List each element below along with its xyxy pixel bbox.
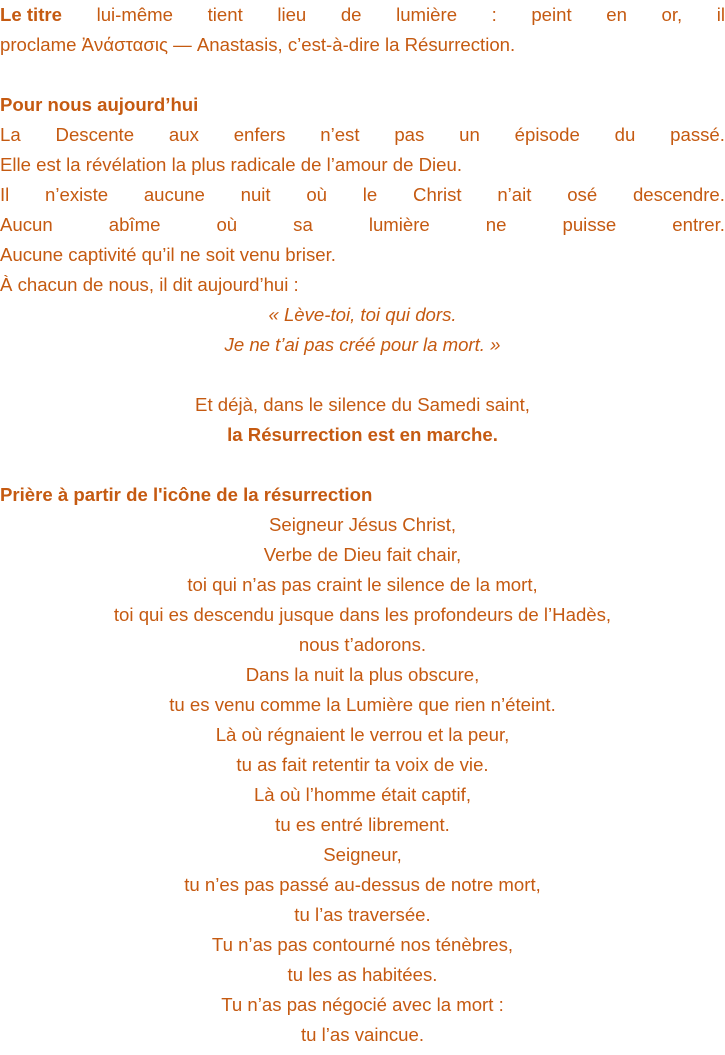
prayer-line: Verbe de Dieu fait chair, [263,544,462,565]
intro-line-2: proclame Ἀνάστασις — Anastasis, c’est-à-dire la Résurrection. [0,34,516,55]
intro-line-1-word: peint [531,4,572,25]
prayer-line: tu les as habitées. [287,964,438,985]
today-line-3-word: où [306,184,328,205]
today-line-3-word: Il [0,184,10,205]
today-line-3-word: descendre. [632,184,725,205]
today-line-3-word: n’existe [45,184,109,205]
intro-line-1-word: de [340,4,362,25]
intro-line-1-word: en [606,4,627,25]
prayer-line: toi qui es descendu jusque dans les profondeurs de l’Hadès, [113,604,612,625]
today-line-1-word: du [614,124,636,145]
prayer-line: Tu n’as pas négocié avec la mort : [221,994,504,1015]
prayer-line: nous t’adorons. [298,634,427,655]
intro-line-1 [0,0,725,30]
today-line-4-word: où [216,214,238,235]
prayer-line: toi qui n’as pas craint le silence de la mort, [187,574,538,595]
today-line-1-word: épisode [514,124,580,145]
prayer-line: Tu n’as pas contourné nos ténèbres, [211,934,514,955]
intro-bold-lead: Le titre [0,4,62,25]
prayer-line: Seigneur, [323,844,402,865]
today-line-4-word: lumière [368,214,430,235]
prayer-line: tu n’es pas passé au-dessus de notre mort, [184,874,541,895]
spacer [0,450,725,480]
today-line-1-word: enfers [233,124,286,145]
today-line-3-word: nuit [240,184,271,205]
today-line-1-word: Descente [55,124,135,145]
prayer-line: Là où régnaient le verrou et la peur, [215,724,510,745]
today-line-6: À chacun de nous, il dit aujourd’hui : [0,274,299,295]
section-heading-today: Pour nous aujourd’hui [0,94,199,115]
intro-line-1-word: or, [661,4,683,25]
spacer [0,60,725,90]
today-line-4-word: abîme [108,214,161,235]
today-line-1-word: passé. [670,124,725,145]
prayer-body [0,510,725,1050]
intro-line-1-word: tient [207,4,243,25]
prayer-line: tu l’as vaincue. [301,1024,424,1045]
quote-line-1: « Lève-toi, toi qui dors. [268,304,457,325]
prayer-line: Là où l’homme était captif, [253,784,472,805]
intro-line-1-word: lui-même [96,4,174,25]
today-line-1-word: n’est [320,124,360,145]
today-line-4 [0,210,725,240]
intro-line-1-word: lumière [396,4,458,25]
spacer [0,360,725,390]
prayer-line: tu es venu comme la Lumière que rien n’éteint. [169,694,556,715]
intro-line-1-word: : [491,4,497,25]
intro-line-1-word: lieu [277,4,307,25]
today-line-5: Aucune captivité qu’il ne soit venu briser. [0,244,336,265]
today-line-1-word: La [0,124,21,145]
prayer-line: tu l’as traversée. [294,904,431,925]
today-line-4-word: sa [293,214,313,235]
prayer-line: tu as fait retentir ta voix de vie. [236,754,489,775]
prayer-line: Seigneur Jésus Christ, [268,514,457,535]
today-line-1-word: un [459,124,480,145]
prayer-line: tu es entré librement. [275,814,450,835]
today-line-1-word: aux [168,124,199,145]
today-line-2: Elle est la révélation la plus radicale de l’amour de Dieu. [0,154,462,175]
today-line-1-word: pas [394,124,425,145]
section-heading-prayer: Prière à partir de l'icône de la résurrection [0,484,373,505]
today-line-4-word: Aucun [0,214,53,235]
quote-line-2: Je ne t’ai pas créé pour la mort. » [224,334,501,355]
today-line-4-word: ne [485,214,507,235]
today-line-3-word: aucune [143,184,205,205]
today-line-4-word: entrer. [672,214,725,235]
today-line-1 [0,120,725,150]
closing-line-1: Et déjà, dans le silence du Samedi saint, [195,394,530,415]
closing-line-2: la Résurrection est en marche. [227,424,498,445]
today-line-4-word: puisse [562,214,617,235]
today-line-3-word: Christ [413,184,462,205]
today-line-3-word: le [362,184,378,205]
today-line-3-word: n’ait [497,184,532,205]
prayer-line: Dans la nuit la plus obscure, [245,664,480,685]
intro-line-1-word: il [716,4,725,25]
today-line-3-word: osé [567,184,598,205]
today-line-3 [0,180,725,210]
